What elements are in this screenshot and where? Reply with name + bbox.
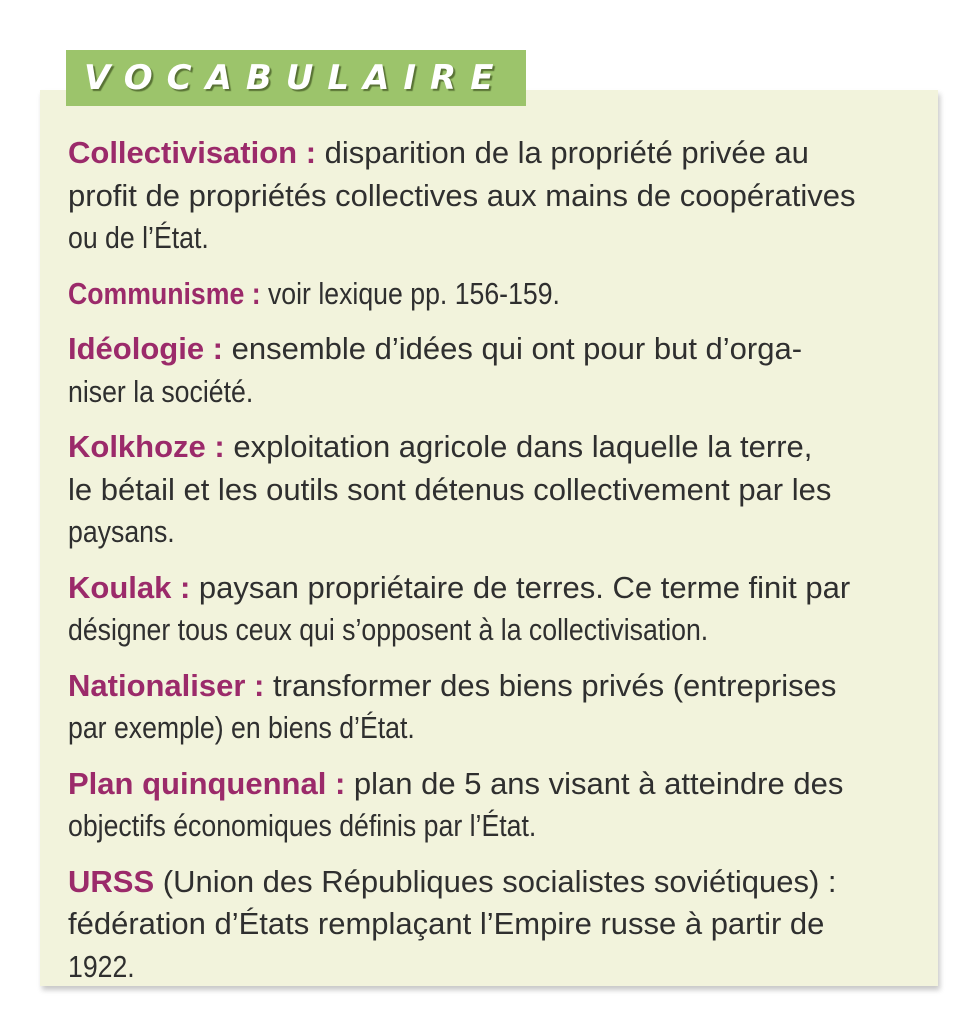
entry-definition: fédération d’États remplaçant l’Empire russe à partir de xyxy=(68,906,825,941)
vocabulary-entry xyxy=(68,665,910,750)
entry-definition: 1922. xyxy=(68,948,135,984)
entry-line xyxy=(68,175,855,218)
vocabulary-entry xyxy=(68,426,910,554)
entry-definition: par exemple) en biens d’État. xyxy=(68,710,415,745)
entry-line xyxy=(68,469,831,512)
entry-term: Communisme : xyxy=(68,275,261,311)
entry-term: URSS xyxy=(68,863,155,899)
vocabulary-entry xyxy=(68,567,910,652)
entry-definition: désigner tous ceux qui s’opposent à la collectivisation. xyxy=(68,612,709,647)
entry-line xyxy=(68,426,812,469)
entry-line xyxy=(68,511,175,554)
vocabulary-entry xyxy=(68,763,910,848)
entry-definition: ou de l’État. xyxy=(68,220,209,255)
entry-definition: (Union des Républiques socialistes soviétiques) : xyxy=(154,863,837,899)
entry-line xyxy=(68,903,824,946)
entry-definition: paysan propriétaire de terres. Ce terme finit par xyxy=(190,569,851,605)
entry-line xyxy=(68,132,809,175)
entry-line xyxy=(68,805,537,848)
entry-line xyxy=(68,371,253,414)
entry-line xyxy=(68,609,708,652)
entry-line xyxy=(68,707,415,750)
entry-definition: voir lexique pp. 156-159. xyxy=(260,275,560,311)
entry-definition: exploitation agricole dans laquelle la terre, xyxy=(224,429,813,464)
entry-term: Koulak : xyxy=(68,569,191,605)
entry-line xyxy=(68,273,560,316)
vocabulary-entry xyxy=(68,328,910,413)
entry-term: Kolkhoze : xyxy=(68,429,225,464)
entry-definition: le bétail et les outils sont détenus collectivement par les xyxy=(68,471,832,507)
vocabulary-list xyxy=(68,132,910,1001)
entry-definition: transformer des biens privés (entreprises xyxy=(264,667,837,703)
entry-term: Plan quinquennal : xyxy=(68,765,346,801)
entry-line xyxy=(68,946,135,989)
entry-definition: ensemble d’idées qui ont pour but d’orga- xyxy=(223,331,803,366)
entry-line xyxy=(68,665,836,708)
entry-definition: niser la société. xyxy=(68,373,254,409)
entry-term: Nationaliser : xyxy=(68,667,265,703)
vocabulary-entry xyxy=(68,273,910,316)
entry-definition: objectifs économiques définis par l’État. xyxy=(68,808,537,843)
entry-definition: profit de propriétés collectives aux mains de coopératives xyxy=(68,177,856,213)
vocabulary-title: VOCABULAIRE xyxy=(84,58,508,98)
vocabulary-entry xyxy=(68,861,910,989)
entry-definition: paysans. xyxy=(68,514,175,549)
vocabulary-header-tab xyxy=(66,50,526,106)
entry-line xyxy=(68,861,837,904)
entry-line xyxy=(68,217,209,260)
entry-line xyxy=(68,567,850,610)
entry-line xyxy=(68,328,802,371)
entry-line xyxy=(68,763,843,806)
entry-term: Collectivisation : xyxy=(68,135,317,170)
entry-term: Idéologie : xyxy=(68,331,223,366)
vocabulary-entry xyxy=(68,132,910,260)
entry-definition: disparition de la propriété privée au xyxy=(316,135,809,170)
entry-definition: plan de 5 ans visant à atteindre des xyxy=(345,765,844,801)
